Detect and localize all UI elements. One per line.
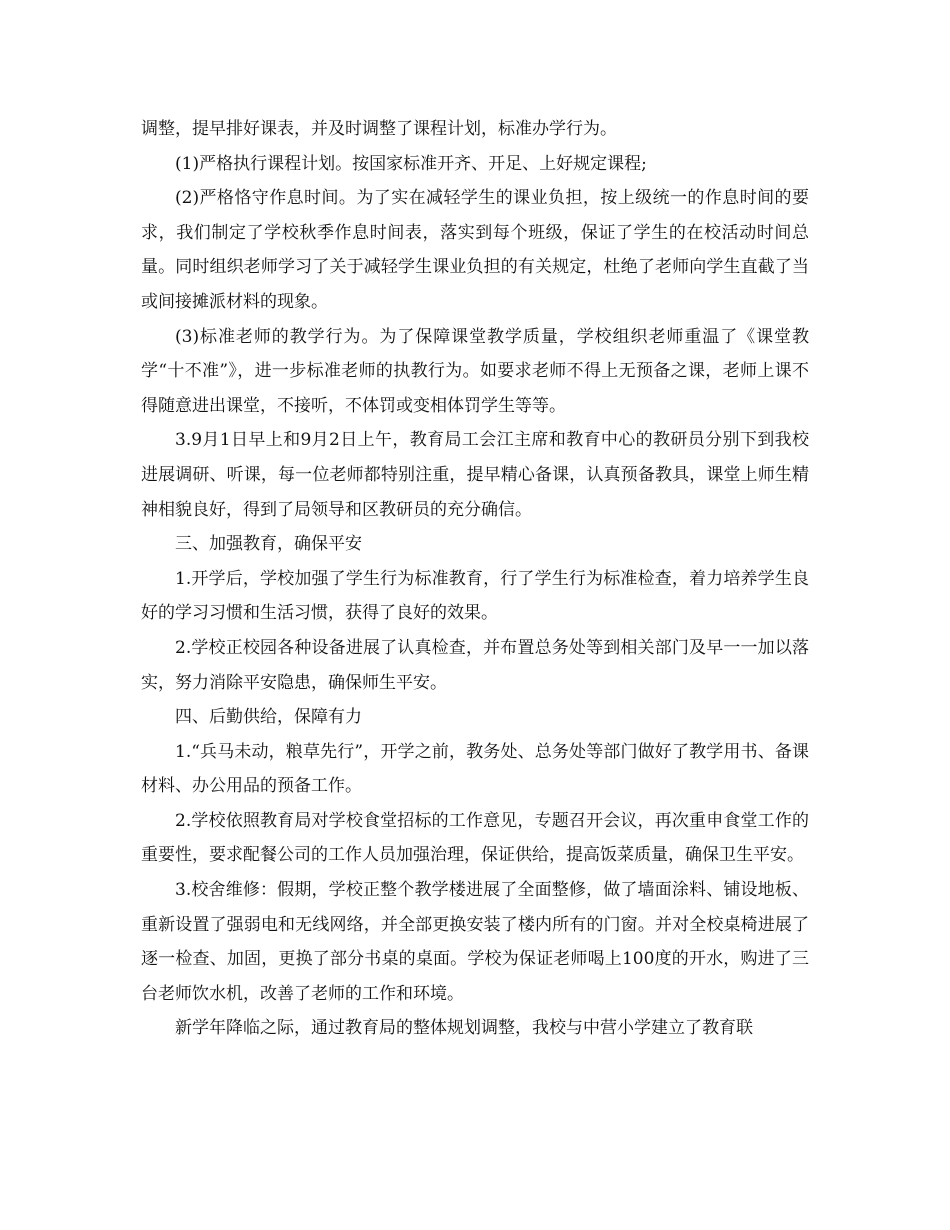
paragraph: (3)标准老师的教学行为。为了保障课堂教学质量，学校组织老师重温了《课堂教学“十不准”》，进一步标准老师的执教行为。如要求老师不得上无预备之课，老师上课不得随意进出课堂，不接听，不体罚或变相体罚学生等等。 bbox=[141, 326, 809, 416]
paragraph: 1.“兵马未动，粮草先行”，开学之前，教务处、总务处等部门做好了教学用书、备课材料、办公用品的预备工作。 bbox=[141, 741, 809, 797]
paragraph: 1.开学后，学校加强了学生行为标准教育，行了学生行为标准检查，着力培养学生良好的学习习惯和生活习惯，获得了良好的效果。 bbox=[141, 568, 809, 624]
paragraph: (2)严格恪守作息时间。为了实在减轻学生的课业负担，按上级统一的作息时间的要求，我们制定了学校秋季作息时间表，落实到每个班级，保证了学生的在校活动时间总量。同时组织老师学习了关于减轻学生课业负担的有关规定，杜绝了老师向学生直截了当或间接摊派材料的现象。 bbox=[141, 188, 809, 312]
section-heading: 四、后勤供给，保障有力 bbox=[175, 707, 362, 728]
document-body bbox=[141, 112, 809, 1046]
paragraph: 3.校舍维修：假期，学校正整个教学楼进展了全面整修，做了墙面涂料、铺设地板、重新设置了强弱电和无线网络，并全部更换安装了楼内所有的门窗。并对全校桌椅进展了逐一检查、加固，更换了部分书桌的桌面。学校为保证老师喝上100度的开水，购进了三台老师饮水机，改善了老师的工作和环境。 bbox=[141, 880, 809, 1004]
paragraph: 2.学校正校园各种设备进展了认真检查，并布置总务处等到相关部门及早一一加以落实，努力消除平安隐患，确保师生平安。 bbox=[141, 637, 809, 693]
paragraph: 3.9月1日早上和9月2日上午，教育局工会江主席和教育中心的教研员分别下到我校进展调研、听课，每一位老师都特别注重，提早精心备课，认真预备教具，课堂上师生精神相貌良好，得到了局领导和区教研员的充分确信。 bbox=[141, 430, 809, 520]
paragraph: 新学年降临之际，通过教育局的整体规划调整，我校与中营小学建立了教育联 bbox=[175, 1018, 753, 1039]
section-heading: 三、加强教育，确保平安 bbox=[175, 534, 362, 555]
paragraph: (1)严格执行课程计划。按国家标准开齐、开足、上好规定课程; bbox=[175, 153, 647, 174]
paragraph: 2.学校依照教育局对学校食堂招标的工作意见，专题召开会议，再次重申食堂工作的重要性，要求配餐公司的工作人员加强治理，保证供给，提高饭菜质量，确保卫生平安。 bbox=[141, 810, 809, 866]
paragraph: 调整，提早排好课表，并及时调整了课程计划，标准办学行为。 bbox=[141, 119, 617, 139]
